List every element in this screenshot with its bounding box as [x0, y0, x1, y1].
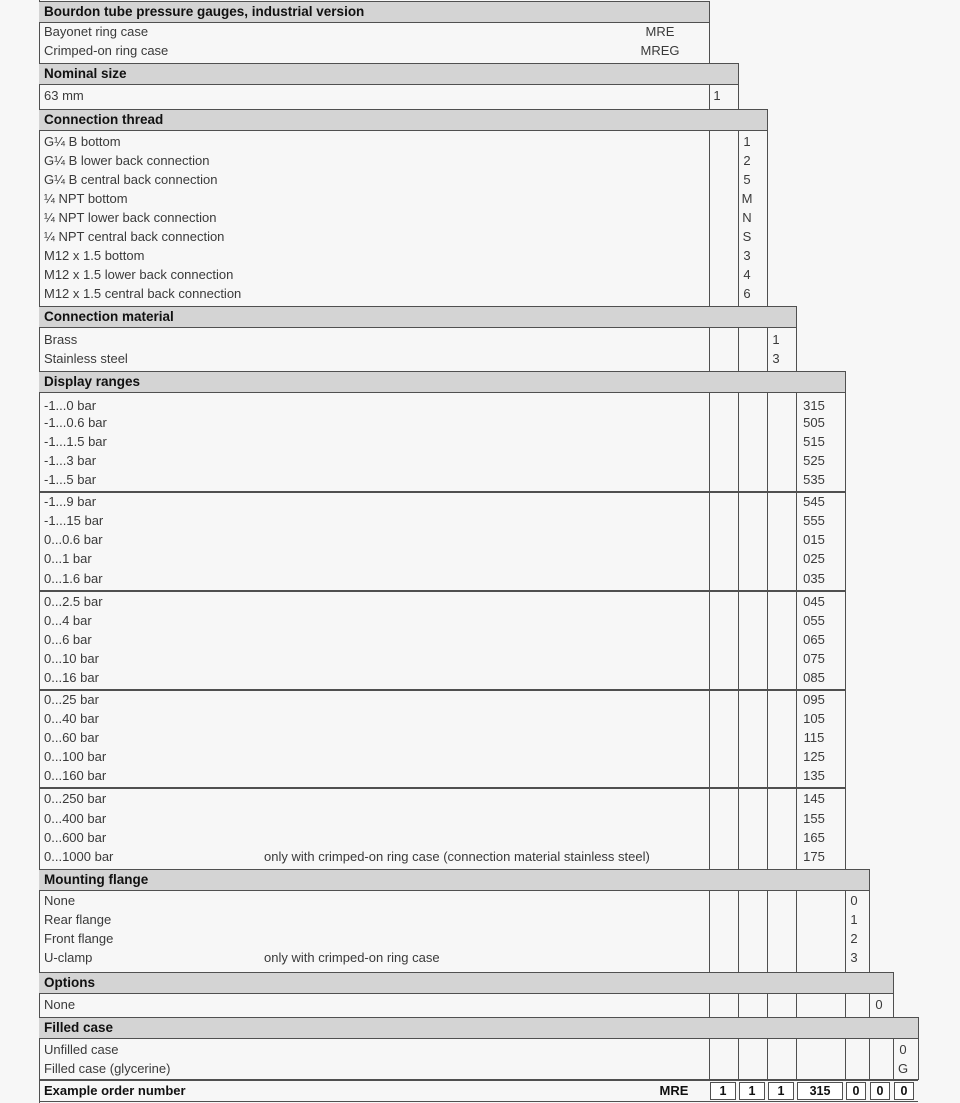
option-code: 535 [803, 472, 825, 487]
option-code: 145 [803, 791, 825, 806]
option-label: ¼ NPT bottom [44, 191, 128, 206]
option-code: 525 [803, 453, 825, 468]
option-code: 315 [803, 398, 825, 413]
option-label: None [44, 893, 76, 908]
section-header-ranges: Display ranges [39, 371, 845, 393]
option-label: -1...0 bar [44, 398, 97, 413]
option-code: 555 [803, 513, 825, 528]
option-label: Filled case (glycerine) [44, 1061, 171, 1076]
option-label: 0...40 bar [44, 711, 99, 726]
option-code: 105 [803, 711, 825, 726]
option-label: 0...10 bar [44, 651, 99, 666]
example-code-box: 1 [710, 1082, 736, 1100]
option-label: 63 mm [44, 88, 84, 103]
option-label: M12 x 1.5 bottom [44, 248, 145, 263]
option-label: None [44, 997, 76, 1012]
group-divider [39, 590, 845, 592]
option-code: 035 [803, 571, 825, 586]
option-code: 165 [803, 830, 825, 845]
option-code: G [897, 1061, 909, 1076]
option-code: 2 [850, 931, 858, 946]
group-divider [39, 787, 845, 789]
section-header-flange: Mounting flange [39, 869, 869, 891]
option-label: Stainless steel [44, 351, 128, 366]
table-left-edge [39, 0, 40, 1103]
option-label: Crimped-on ring case [44, 43, 169, 58]
option-code: N [742, 210, 752, 225]
option-label: 0...1 bar [44, 551, 92, 566]
option-label: 0...60 bar [44, 730, 99, 745]
option-label: -1...15 bar [44, 513, 104, 528]
option-code: 2 [743, 153, 751, 168]
option-code: 3 [743, 248, 751, 263]
section-header-material: Connection material [39, 306, 796, 328]
option-label: 0...1.6 bar [44, 571, 103, 586]
option-code: 515 [803, 434, 825, 449]
option-code: 505 [803, 415, 825, 430]
example-code-box: MRE [659, 1083, 689, 1098]
option-label: ¼ NPT central back connection [44, 229, 225, 244]
option-code: 075 [803, 651, 825, 666]
option-code: 085 [803, 670, 825, 685]
option-code: 1 [743, 134, 751, 149]
section-header-options: Options [39, 972, 893, 994]
option-code: 055 [803, 613, 825, 628]
option-label: -1...1.5 bar [44, 434, 107, 449]
example-code-box: 315 [797, 1082, 843, 1100]
group-divider [39, 491, 845, 493]
option-label: 0...4 bar [44, 613, 92, 628]
option-code: 1 [772, 332, 780, 347]
option-code: 015 [803, 532, 825, 547]
option-code: 135 [803, 768, 825, 783]
option-code: 175 [803, 849, 825, 864]
option-code: 095 [803, 692, 825, 707]
option-code: 3 [772, 351, 780, 366]
group-divider [39, 689, 845, 691]
option-code: MRE [645, 24, 675, 39]
option-code: 3 [850, 950, 858, 965]
footer-bottom-line [39, 1101, 918, 1102]
option-code: 1 [850, 912, 858, 927]
option-label: 0...250 bar [44, 791, 107, 806]
option-code: 545 [803, 494, 825, 509]
option-code: 0 [875, 997, 883, 1012]
option-label: Bayonet ring case [44, 24, 149, 39]
option-label: G¼ B central back connection [44, 172, 218, 187]
example-order-label: Example order number [44, 1083, 186, 1098]
section-header-nominal: Nominal size [39, 63, 738, 85]
option-label: Brass [44, 332, 78, 347]
option-code: 5 [743, 172, 751, 187]
example-code-box: 1 [768, 1082, 794, 1100]
section-header-thread: Connection thread [39, 109, 767, 131]
option-label: Front flange [44, 931, 114, 946]
option-code: 1 [713, 88, 721, 103]
option-label: -1...0.6 bar [44, 415, 107, 430]
option-note: only with crimped-on ring case (connection material stainless steel) [264, 849, 650, 864]
option-label: U-clamp [44, 950, 93, 965]
option-label: 0...600 bar [44, 830, 107, 845]
option-label: M12 x 1.5 central back connection [44, 286, 242, 301]
option-code: 045 [803, 594, 825, 609]
option-code: M [741, 191, 753, 206]
option-label: M12 x 1.5 lower back connection [44, 267, 234, 282]
option-code: 6 [743, 286, 751, 301]
option-label: 0...400 bar [44, 811, 107, 826]
option-label: 0...0.6 bar [44, 532, 103, 547]
option-label: -1...3 bar [44, 453, 97, 468]
example-code-box: 0 [846, 1082, 866, 1100]
option-label: 0...2.5 bar [44, 594, 103, 609]
code-column-line-type [709, 1, 710, 1080]
option-label: -1...9 bar [44, 494, 97, 509]
option-label: 0...16 bar [44, 670, 99, 685]
option-label: Rear flange [44, 912, 112, 927]
example-code-box: 0 [870, 1082, 890, 1100]
option-code: 125 [803, 749, 825, 764]
option-label: 0...25 bar [44, 692, 99, 707]
option-label: 0...100 bar [44, 749, 107, 764]
option-code: 4 [743, 267, 751, 282]
option-label: ¼ NPT lower back connection [44, 210, 217, 225]
option-label: 0...1000 bar [44, 849, 114, 864]
option-label: G¼ B bottom [44, 134, 121, 149]
option-code: MREG [640, 43, 680, 58]
option-label: 0...6 bar [44, 632, 92, 647]
option-label: -1...5 bar [44, 472, 97, 487]
option-code: S [742, 229, 752, 244]
example-code-box: 0 [894, 1082, 914, 1100]
section-header-filled: Filled case [39, 1017, 918, 1039]
option-code: 155 [803, 811, 825, 826]
example-code-box: 1 [739, 1082, 765, 1100]
option-code: 0 [850, 893, 858, 908]
option-label: G¼ B lower back connection [44, 153, 210, 168]
option-label: 0...160 bar [44, 768, 107, 783]
option-code: 0 [899, 1042, 907, 1057]
section-header-type: Bourdon tube pressure gauges, industrial version [39, 1, 709, 23]
option-code: 065 [803, 632, 825, 647]
option-code: 025 [803, 551, 825, 566]
option-code: 115 [803, 730, 825, 745]
option-label: Unfilled case [44, 1042, 119, 1057]
option-note: only with crimped-on ring case [264, 950, 440, 965]
